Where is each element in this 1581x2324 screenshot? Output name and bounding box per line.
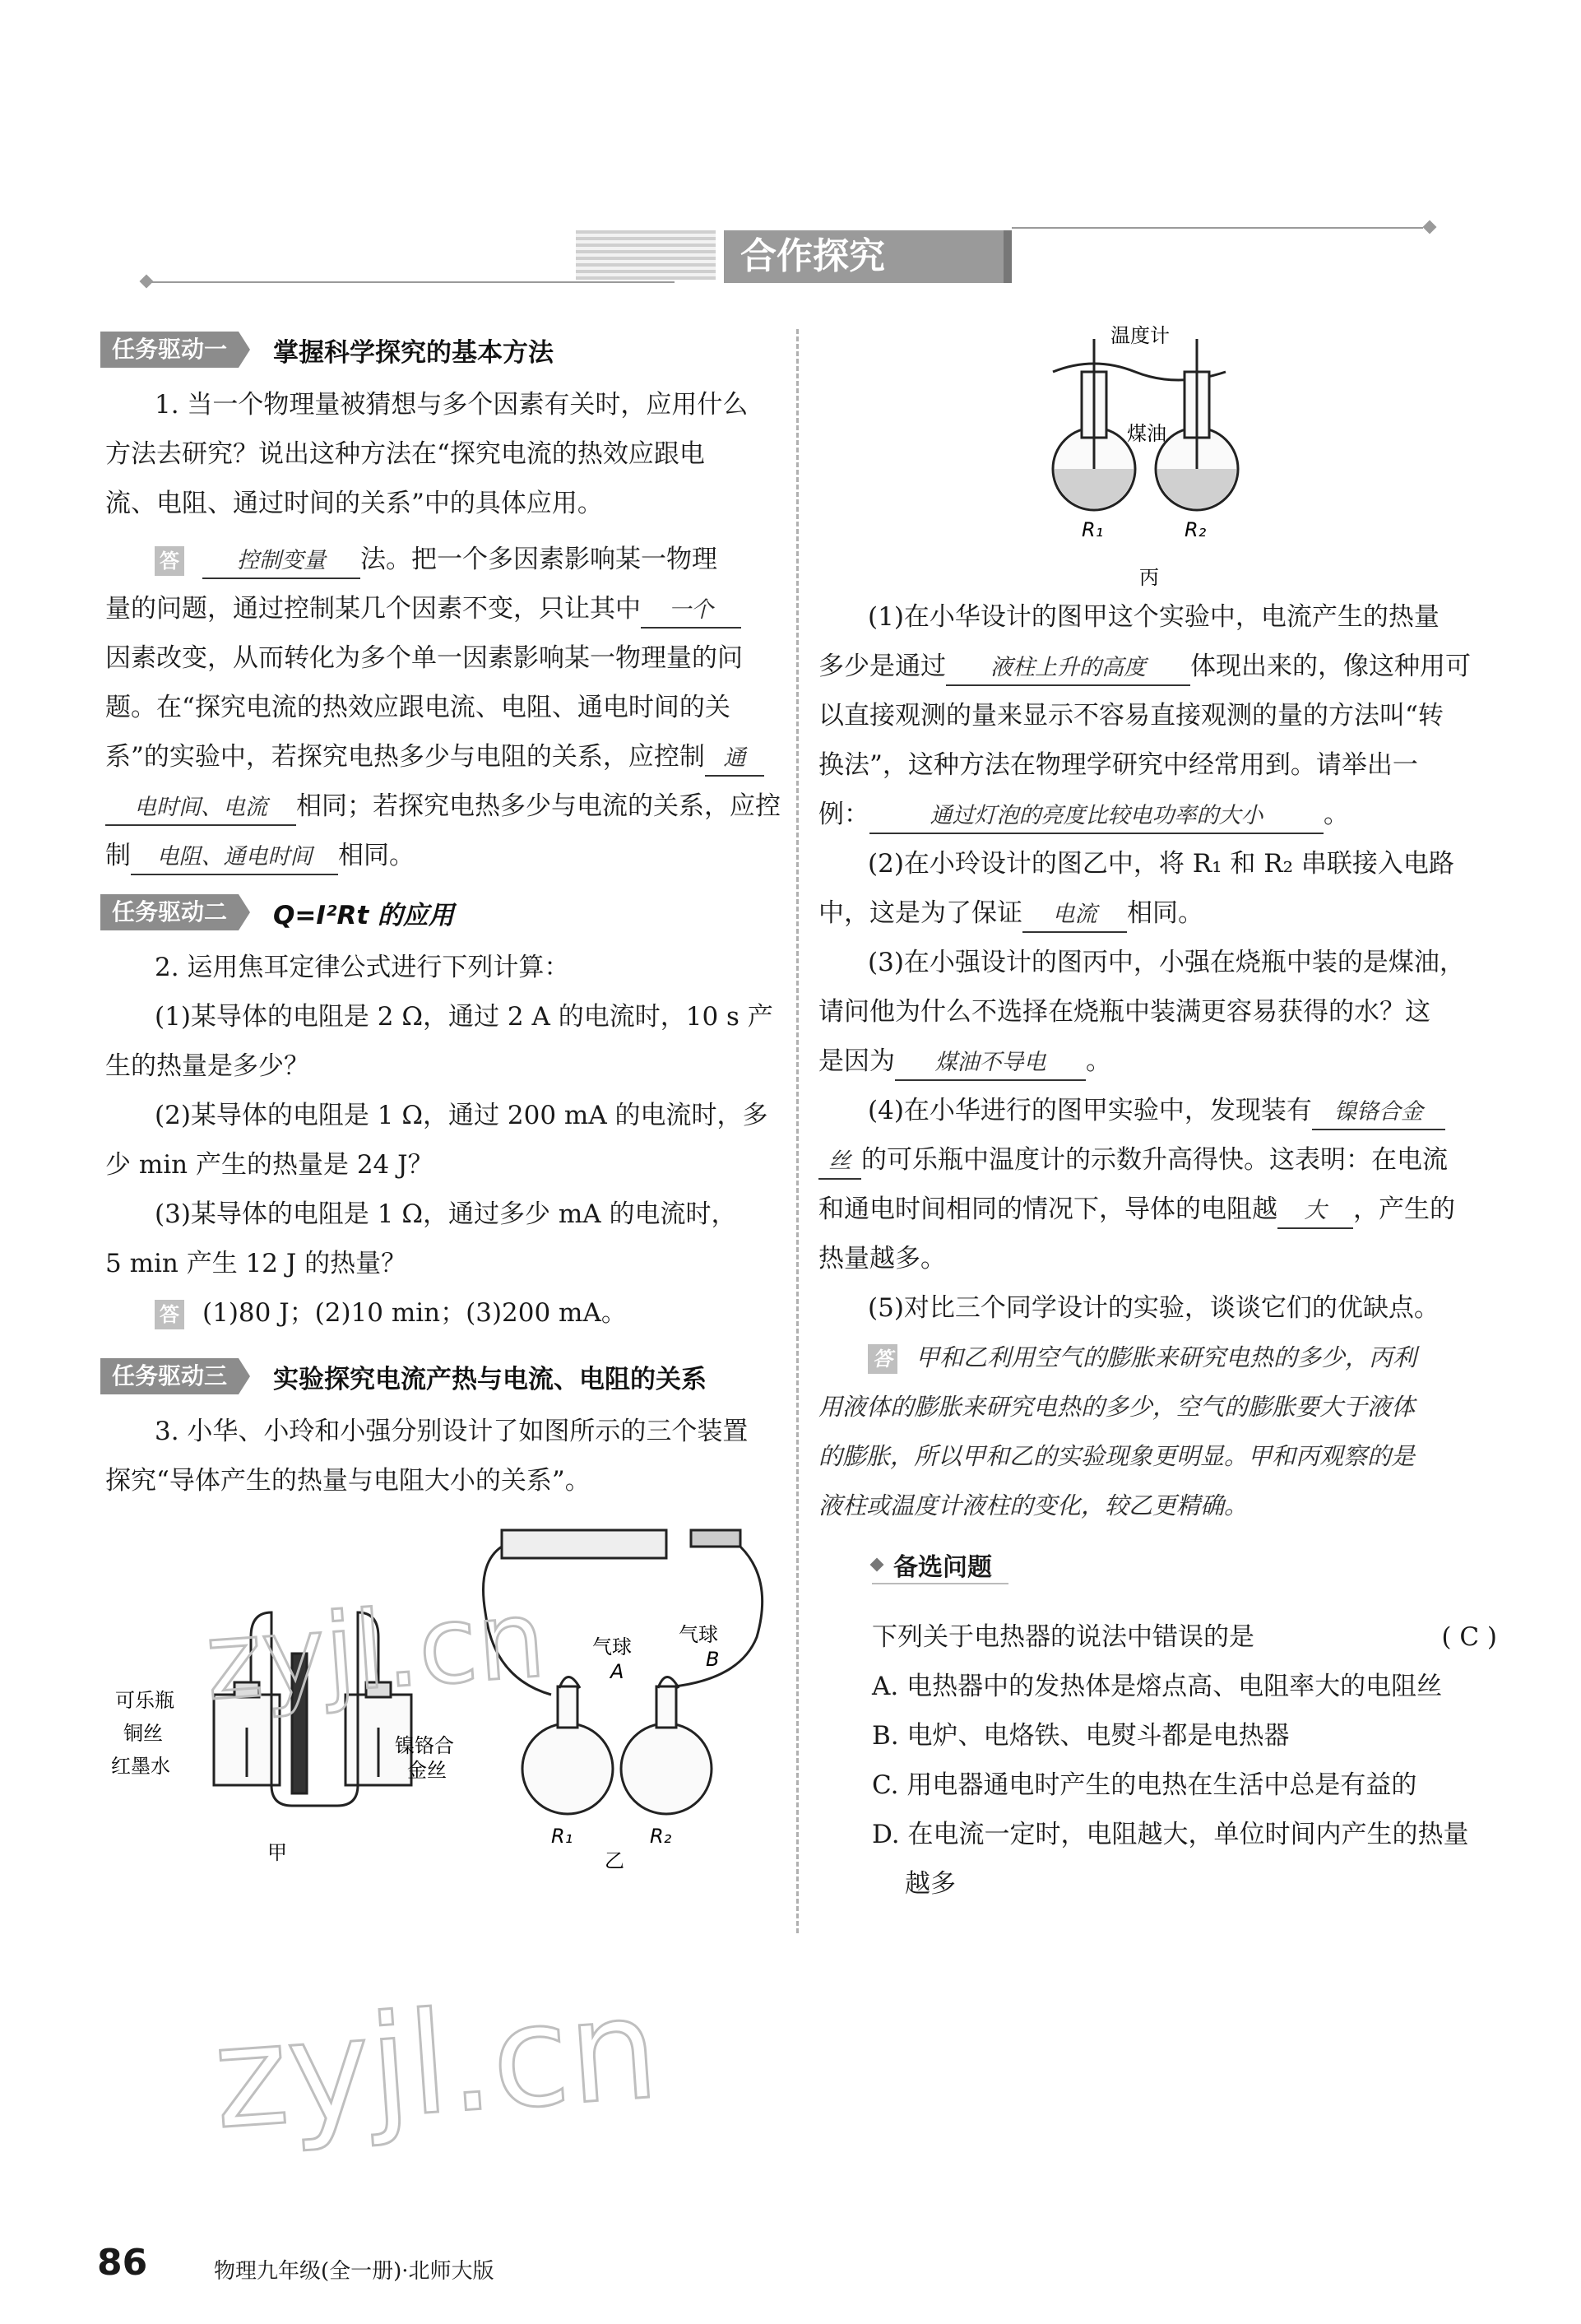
alt-answer: ( C ) xyxy=(1441,1622,1497,1652)
answer-1 xyxy=(105,535,788,880)
section-title: 合作探究 xyxy=(740,235,885,277)
fill-blank: 丝 xyxy=(818,1145,861,1180)
q2-intro: 2. 运用焦耳定律公式进行下列计算： xyxy=(155,953,570,982)
q3-line: 3. 小华、小玲和小强分别设计了如图所示的三个装置 xyxy=(155,1417,749,1446)
fill-blank: 一个 xyxy=(641,594,741,629)
q2-sub: (2)某导体的电阻是 1 Ω，通过 200 mA 的电流时，多 xyxy=(155,1101,768,1130)
alt-title: 备选问题 xyxy=(893,1553,992,1582)
q1-line: 1. 当一个物理量被猜想与多个因素有关时，应用什么 xyxy=(155,390,749,420)
r-text: 。 xyxy=(1324,800,1349,829)
fig-label: A xyxy=(610,1660,624,1683)
alt-question xyxy=(872,1612,1497,1909)
task-arrow xyxy=(239,1358,250,1394)
fig-label: R₂ xyxy=(1185,518,1207,541)
kerosene-left xyxy=(1055,469,1134,508)
r-text: 中，这是为了保证 xyxy=(818,898,1022,928)
r-text: (3)在小强设计的图丙中，小强在烧瓶中装的是煤油， xyxy=(868,948,1465,977)
option: D. 在电流一定时，电阻越大，单位时间内产生的热量 xyxy=(872,1820,1469,1849)
fig-label: 红墨水 xyxy=(111,1755,170,1778)
task-arrow xyxy=(239,894,250,930)
header-rule xyxy=(148,281,675,283)
fill-blank: 煤油不导电 xyxy=(895,1046,1086,1081)
task-arrow xyxy=(239,332,250,368)
task-header-2 xyxy=(100,893,454,931)
figure-caption: 丙 xyxy=(1139,566,1159,589)
watermark: zyjl.cn xyxy=(202,1575,549,1725)
right-column-text xyxy=(818,592,1497,1530)
answer-text: 量的问题，通过控制某几个因素不变，只让其中 xyxy=(105,594,641,624)
answer-text: 题。在“探究电流的热效应跟电流、电阻、通电时间的关 xyxy=(105,693,730,722)
fig-label: B xyxy=(706,1648,720,1671)
alt-question-text: 下列关于电热器的说法中错误的是 xyxy=(872,1622,1254,1652)
answer-text: 相同；若探究电热多少与电流的关系，应控 xyxy=(296,791,781,821)
q3-line: 探究“导体产生的热量与电阻大小的关系”。 xyxy=(105,1466,591,1496)
figure-bing xyxy=(1045,322,1291,602)
fig-label: 气球 xyxy=(592,1635,632,1658)
r-text: 是因为 xyxy=(818,1046,895,1076)
task-title: 实验探究电流产热与电流、电阻的关系 xyxy=(273,1364,707,1394)
task-header-1 xyxy=(100,331,554,369)
fig-label: R₂ xyxy=(650,1825,672,1848)
option: B. 电炉、电烙铁、电熨斗都是电热器 xyxy=(872,1721,1290,1751)
fill-blank: 电流 xyxy=(1022,898,1127,933)
answer-text: 的膨胀，所以甲和乙的实验现象更明显。甲和丙观察的是 xyxy=(818,1442,1416,1470)
section-header xyxy=(148,222,1448,296)
switch xyxy=(691,1530,740,1547)
answer-text: 用液体的膨胀来研究电热的多少，空气的膨胀要大于液体 xyxy=(818,1393,1416,1421)
alt-question-header xyxy=(872,1547,1008,1584)
q2-sub: 生的热量是多少？ xyxy=(105,1051,309,1081)
q2-sub: 5 min 产生 12 J 的热量？ xyxy=(105,1249,407,1278)
fill-blank: 通 xyxy=(705,742,764,777)
answer-text: 液柱或温度计液柱的变化，较乙更精确。 xyxy=(818,1491,1249,1519)
r-text: (5)对比三个同学设计的实验，谈谈它们的优缺点。 xyxy=(868,1293,1440,1323)
fig-label: 金丝 xyxy=(407,1759,447,1782)
fig-label: 煤油 xyxy=(1127,422,1166,445)
header-stripes xyxy=(576,230,716,280)
fill-blank: 液柱上升的高度 xyxy=(946,652,1190,686)
page-number: 86 xyxy=(97,2242,148,2284)
r-text: (1)在小华设计的图甲这个实验中，电流产生的热量 xyxy=(868,602,1440,632)
fig-label: 镍铬合 xyxy=(395,1734,454,1757)
option: 越多 xyxy=(905,1869,956,1899)
answer-text: 制 xyxy=(105,841,131,870)
r-text: 相同。 xyxy=(1127,898,1203,928)
question-1 xyxy=(105,380,780,528)
column-divider xyxy=(796,329,799,1933)
task-title: Q=I²Rt 的应用 xyxy=(273,900,454,930)
r-text: ，产生的 xyxy=(1353,1194,1455,1224)
fig-label: 铜丝 xyxy=(123,1722,163,1745)
answer-text: 系”的实验中，若探究电热多少与电阻的关系，应控制 xyxy=(105,742,705,772)
r-text: 以直接观测的量来显示不容易直接观测的量的方法叫“转 xyxy=(818,701,1444,731)
task-header-3 xyxy=(100,1357,707,1395)
q1-line: 方法去研究？说出这种方法在“探究电流的热效应跟电 xyxy=(105,439,705,469)
answer-icon: 答 xyxy=(155,1300,184,1329)
r-text: 换法”，这种方法在物理学研究中经常用到。请举出一 xyxy=(818,750,1418,780)
answer-icon: 答 xyxy=(155,546,184,576)
flask-r2 xyxy=(621,1723,712,1814)
header-rule-right xyxy=(1012,227,1423,229)
flask-r2-neck xyxy=(656,1686,676,1728)
question-3 xyxy=(105,1407,780,1505)
r-text: 例： xyxy=(818,800,869,829)
answer-text: 因素改变，从而转化为多个单一因素影响某一物理量的问 xyxy=(105,643,743,673)
q2-sub: 少 min 产生的热量是 24 J？ xyxy=(105,1150,434,1180)
task-tag: 任务驱动一 xyxy=(100,332,239,368)
r-text: 热量越多。 xyxy=(818,1244,946,1273)
task-tag: 任务驱动二 xyxy=(100,894,239,930)
flask-r1-neck xyxy=(558,1686,577,1728)
r-text: 体现出来的，像这种用可 xyxy=(1190,652,1471,681)
fig-label: R₁ xyxy=(551,1825,573,1848)
option: C. 用电器通电时产生的电热在生活中总是有益的 xyxy=(872,1770,1417,1800)
header-diamond-left xyxy=(140,275,154,289)
fill-blank: 镍铬合金 xyxy=(1312,1096,1445,1130)
kerosene-right xyxy=(1157,469,1236,508)
book-title: 物理九年级(全一册)·北师大版 xyxy=(214,2259,494,2284)
r-text: (4)在小华进行的图甲实验中，发现装有 xyxy=(868,1096,1312,1125)
fill-blank: 电阻、通电时间 xyxy=(131,841,338,875)
q2-sub: (3)某导体的电阻是 1 Ω，通过多少 mA 的电流时， xyxy=(155,1199,737,1229)
task-tag: 任务驱动三 xyxy=(100,1358,239,1394)
watermark: zyjl.cn xyxy=(208,1967,663,2161)
figure-caption: 甲 xyxy=(267,1841,287,1864)
r-text: 的可乐瓶中温度计的示数升高得快。这表明：在电流 xyxy=(861,1145,1448,1175)
answer-text: 法。把一个多因素影响某一物理 xyxy=(360,545,717,574)
figure-caption: 乙 xyxy=(605,1849,624,1872)
r-text: 。 xyxy=(1086,1046,1111,1076)
answer-icon: 答 xyxy=(868,1344,897,1374)
header-diamond-right xyxy=(1423,220,1437,234)
option: A. 电热器中的发热体是熔点高、电阻率大的电阻丝 xyxy=(872,1672,1443,1701)
q2-sub: (1)某导体的电阻是 2 Ω，通过 2 A 的电流时，10 s 产 xyxy=(155,1002,773,1032)
flask-r1 xyxy=(522,1723,613,1814)
r-text: 多少是通过 xyxy=(818,652,946,681)
r-text: 和通电时间相同的情况下，导体的电阻越 xyxy=(818,1194,1277,1224)
fill-blank: 电时间、电流 xyxy=(105,791,296,826)
fill-blank: 大 xyxy=(1277,1194,1353,1229)
fig-label: R₁ xyxy=(1082,518,1104,541)
task-title: 掌握科学探究的基本方法 xyxy=(273,337,554,368)
answer-text: (1)80 J；(2)10 min；(3)200 mA。 xyxy=(202,1298,627,1328)
answer-text: 相同。 xyxy=(338,841,415,870)
fig-label: 可乐瓶 xyxy=(115,1689,174,1712)
fig-label: 气球 xyxy=(679,1623,718,1646)
fill-blank: 控制变量 xyxy=(202,545,360,579)
answer-text: 甲和乙利用空气的膨胀来研究电热的多少，丙利 xyxy=(916,1343,1417,1371)
fig-label: 温度计 xyxy=(1110,324,1170,347)
question-2 xyxy=(105,943,780,1338)
fill-blank: 通过灯泡的亮度比较电功率的大小 xyxy=(869,800,1324,834)
battery xyxy=(502,1530,666,1558)
diamond-icon xyxy=(870,1558,884,1572)
r-text: (2)在小玲设计的图乙中，将 R₁ 和 R₂ 串联接入电路 xyxy=(868,849,1454,879)
q1-line: 流、电阻、通过时间的关系”中的具体应用。 xyxy=(105,489,603,518)
r-text: 请问他为什么不选择在烧瓶中装满更容易获得的水？这 xyxy=(818,997,1430,1027)
